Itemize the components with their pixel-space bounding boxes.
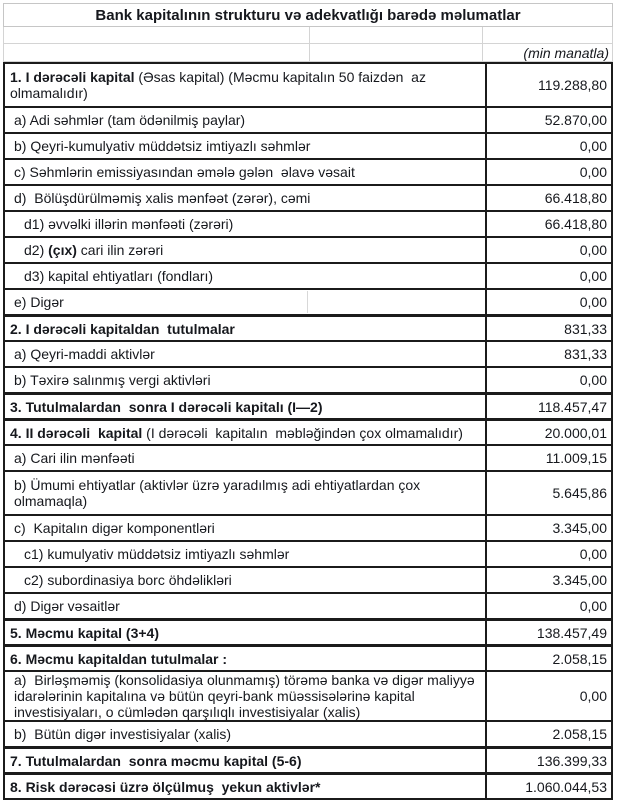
table-row	[5, 566, 611, 592]
row-label: 4. II dərəcəli kapital (I dərəcəli kapitalın məbləğindən çox olmamalıdır)	[5, 421, 487, 444]
table-row	[5, 540, 611, 566]
row-label: 3. Tutulmalardan sonra I dərəcəli kapitalı (I—2)	[5, 395, 487, 418]
row-label: 1. I dərəcəli kapital (Əsas kapital) (Məcmu kapitalın 50 faizdən az olmamalıdır)	[5, 64, 487, 106]
row-value: 119.288,80	[537, 77, 607, 93]
row-value: 20.000,01	[544, 424, 607, 441]
row-value: 831,33	[564, 320, 607, 337]
table-row	[5, 132, 611, 158]
row-value: 0,00	[579, 164, 607, 180]
row-label: 7. Tutulmalardan sonra məcmu kapital (5-6)	[5, 749, 487, 772]
table-row	[5, 670, 611, 720]
table-row	[5, 288, 611, 314]
row-value: 2.058,15	[552, 726, 607, 742]
table-row	[5, 444, 611, 470]
capital-structure-table	[3, 62, 613, 800]
row-value: 66.418,80	[544, 216, 607, 232]
row-label: a) Birləşməmiş (konsolidasiya olunmamış) törəmə banka və digər maliyyə idarələrinin kapitalına və bütün qeyri-bank müəssisələrinə kapital investisiyaları, o cümlədən qarşılıqlı investisiyalar (xalis)	[5, 672, 487, 720]
row-value: 0,00	[579, 242, 607, 258]
empty-cell	[483, 27, 613, 44]
empty-cell	[3, 44, 310, 62]
row-value: 66.418,80	[544, 190, 607, 206]
row-value: 52.870,00	[544, 112, 607, 128]
row-label: 8. Risk dərəcəsi üzrə ölçülmuş yekun aktivlər*	[5, 775, 487, 798]
table-row	[5, 772, 611, 798]
row-label: 2. I dərəcəli kapitaldan tutulmalar	[5, 317, 487, 340]
row-value: 0,00	[579, 546, 607, 562]
table-row	[5, 158, 611, 184]
row-value: 0,00	[579, 138, 607, 154]
row-label: e) Digər	[5, 290, 487, 314]
row-label: 6. Məcmu kapitaldan tutulmalar :	[5, 647, 487, 670]
row-value: 118.457,47	[537, 398, 607, 415]
table-row	[5, 184, 611, 210]
row-label: a) Adi səhmlər (tam ödənilmiş paylar)	[5, 108, 487, 132]
row-value: 2.058,15	[552, 650, 607, 667]
table-row	[5, 720, 611, 746]
row-label: d2) (çıx) cari ilin zərəri	[5, 238, 487, 262]
row-label: d) Bölüşdürülməmiş xalis mənfəət (zərər), cəmi	[5, 186, 487, 210]
row-label: b) Təxirə salınmış vergi aktivləri	[5, 368, 487, 392]
row-value: 0,00	[579, 598, 607, 614]
table-row	[5, 106, 611, 132]
unit-cell	[483, 44, 613, 62]
table-row	[5, 514, 611, 540]
table-row	[5, 418, 611, 444]
report-title: Bank kapitalının strukturu və adekvatlığı barədə məlumatlar	[3, 3, 613, 27]
row-label: c1) kumulyativ müddətsiz imtiyazlı səhmlər	[5, 542, 487, 566]
table-row	[5, 618, 611, 644]
row-value: 3.345,00	[552, 572, 607, 588]
row-value: 11.009,15	[545, 450, 607, 466]
table-row	[5, 470, 611, 514]
row-value: 0,00	[579, 688, 607, 704]
table-row	[5, 236, 611, 262]
row-value: 5.645,86	[552, 485, 607, 501]
row-value: 0,00	[579, 294, 607, 310]
empty-grid-row	[3, 27, 613, 44]
empty-cell	[310, 27, 483, 44]
row-label: d) Digər vəsaitlər	[5, 594, 487, 618]
row-label: 5. Məcmu kapital (3+4)	[5, 621, 487, 644]
row-value: 136.399,33	[536, 752, 607, 769]
table-row	[5, 340, 611, 366]
empty-cell	[3, 27, 310, 44]
table-row	[5, 64, 611, 106]
table-row	[5, 314, 611, 340]
row-value: 831,33	[564, 346, 607, 362]
row-label: c) Kapitalın digər komponentləri	[5, 516, 487, 540]
row-label: b) Qeyri-kumulyativ müddətsiz imtiyazlı səhmlər	[5, 134, 487, 158]
row-label: a) Qeyri-maddi aktivlər	[5, 342, 487, 366]
row-label: d1) əvvəlki illərin mənfəəti (zərəri)	[5, 212, 487, 236]
table-row	[5, 262, 611, 288]
row-label: c) Səhmlərin emissiyasından əmələ gələn əlavə vəsait	[5, 160, 487, 184]
empty-cell	[310, 44, 483, 62]
table-row	[5, 392, 611, 418]
table-row	[5, 746, 611, 772]
row-label: c2) subordinasiya borc öhdəlikləri	[5, 568, 487, 592]
row-value: 3.345,00	[552, 520, 607, 536]
table-row	[5, 644, 611, 670]
unit-grid-row	[3, 44, 613, 62]
stray-gridline	[307, 291, 308, 313]
row-label: a) Cari ilin mənfəəti	[5, 446, 487, 470]
row-value: 0,00	[579, 372, 607, 388]
row-label: b) Ümumi ehtiyatlar (aktivlər üzrə yaradılmış adi ehtiyatlardan çox olmamaqla)	[5, 472, 487, 514]
row-value: 0,00	[579, 268, 607, 284]
row-value: 138.457,49	[536, 624, 607, 641]
sheet-header	[3, 3, 613, 62]
row-label: b) Bütün digər investisiyalar (xalis)	[5, 722, 487, 746]
table-row	[5, 366, 611, 392]
table-row	[5, 592, 611, 618]
unit-note: (min manatla)	[523, 44, 609, 61]
row-value: 1.060.044,53	[525, 778, 607, 795]
row-label: d3) kapital ehtiyatları (fondları)	[5, 264, 487, 288]
table-row	[5, 210, 611, 236]
